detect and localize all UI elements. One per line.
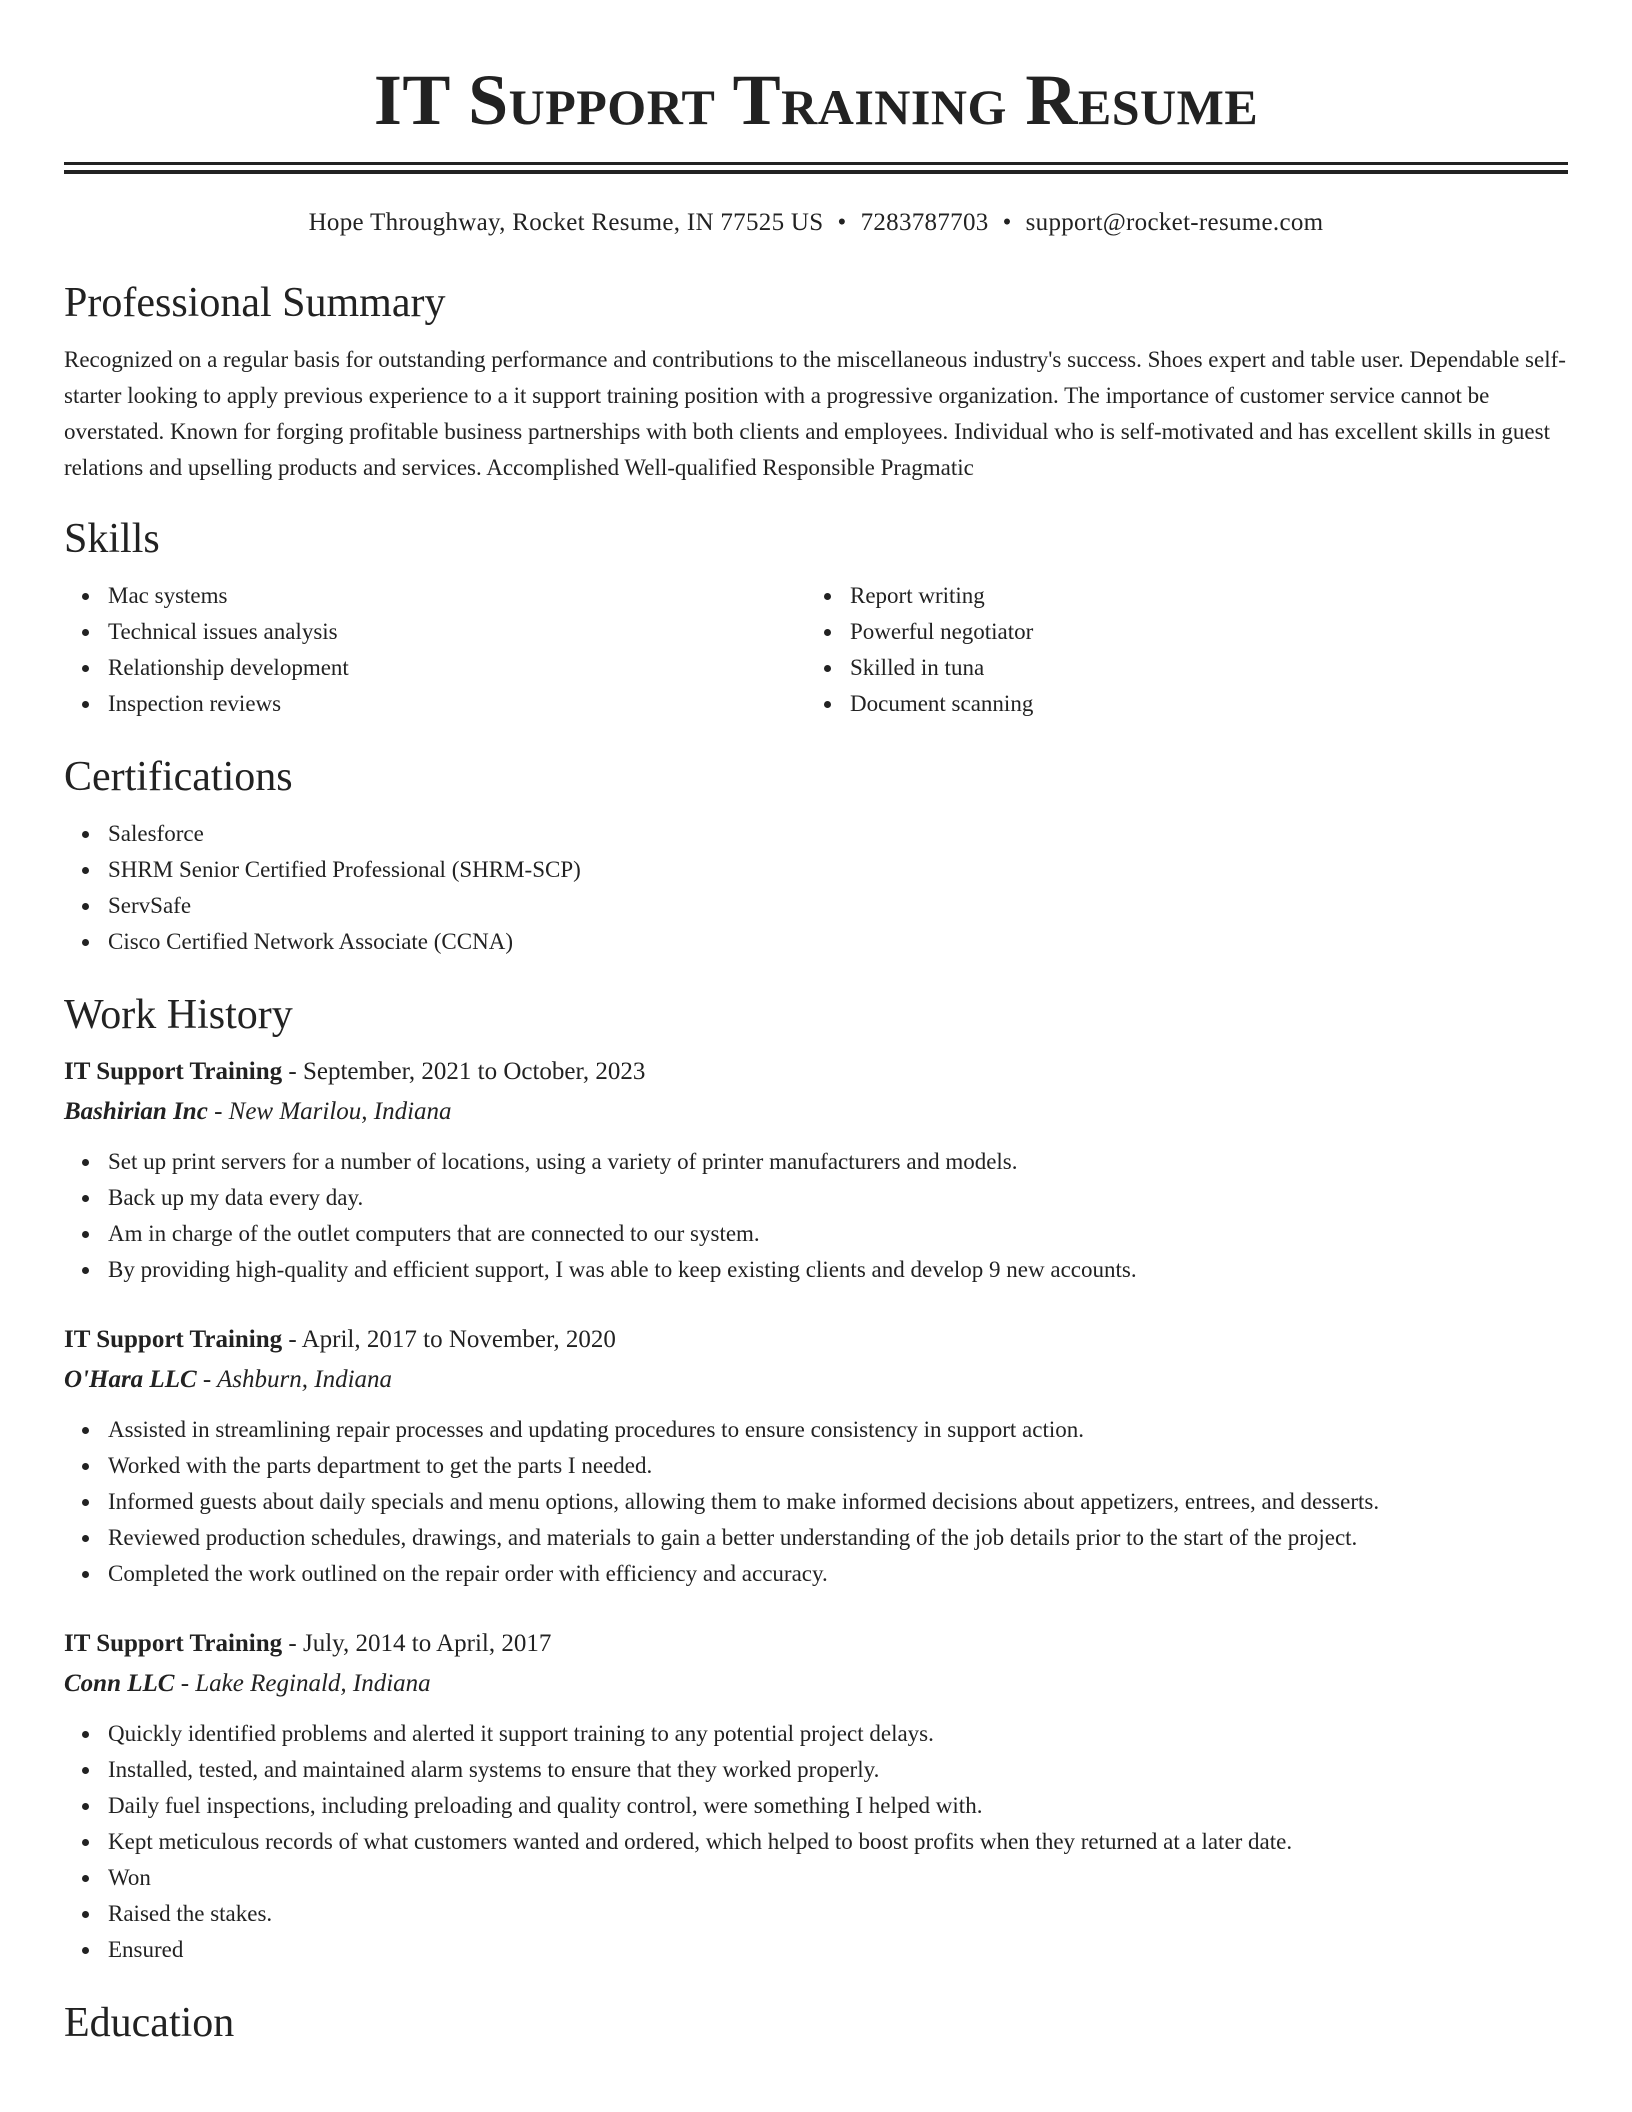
skills-column-left — [64, 578, 806, 722]
skill-item: Powerful negotiator — [806, 614, 1548, 650]
job-bullet: Back up my data every day. — [64, 1180, 1568, 1216]
skill-item: Relationship development — [64, 650, 806, 686]
contact-phone: 7283787703 — [860, 209, 989, 236]
job-location: - New Marilou, Indiana — [207, 1098, 452, 1125]
skills-grid — [64, 578, 1568, 722]
contact-address: Hope Throughway, Rocket Resume, IN 77525 US — [308, 209, 824, 236]
job-bullet: Daily fuel inspections, including preloading and quality control, were something I helped with. — [64, 1788, 1568, 1824]
job-employer — [64, 1666, 1568, 1702]
job-bullet: Won — [64, 1860, 1568, 1896]
skill-item: Mac systems — [64, 578, 806, 614]
job-bullet: Raised the stakes. — [64, 1896, 1568, 1932]
job-bullet: Am in charge of the outlet computers that are connected to our system. — [64, 1216, 1568, 1252]
skill-item: Skilled in tuna — [806, 650, 1548, 686]
job-bullet: Worked with the parts department to get the parts I needed. — [64, 1448, 1568, 1484]
job-company: Bashirian Inc — [64, 1098, 208, 1125]
job-bullet: Set up print servers for a number of locations, using a variety of printer manufacturers and models. — [64, 1144, 1568, 1180]
title-double-rule — [64, 162, 1568, 174]
certification-item: SHRM Senior Certified Professional (SHRM-SCP) — [64, 852, 1568, 888]
certifications-heading: Certifications — [64, 754, 293, 800]
skill-item: Document scanning — [806, 686, 1548, 722]
education-heading: Education — [64, 2000, 235, 2046]
certification-item: Salesforce — [64, 816, 1568, 852]
resume-title: IT Support Training Resume — [373, 60, 1259, 140]
job-bullet: Completed the work outlined on the repair order with efficiency and accuracy. — [64, 1556, 1568, 1592]
resume-page — [64, 0, 1568, 2048]
certifications-list — [64, 816, 1568, 960]
contact-line — [64, 208, 1568, 238]
contact-separator: • — [1002, 209, 1012, 236]
job-bullet: Kept meticulous records of what customers wanted and ordered, which helped to boost profits when they returned at a later date. — [64, 1824, 1568, 1860]
job-bullet: By providing high-quality and efficient support, I was able to keep existing clients and develop 9 new accounts. — [64, 1252, 1568, 1288]
job-role: IT Support Training — [64, 1326, 283, 1353]
job-company: O'Hara LLC — [64, 1366, 197, 1393]
skills-heading: Skills — [64, 516, 160, 562]
job-company: Conn LLC — [64, 1670, 175, 1697]
job-dates: - September, 2021 to October, 2023 — [282, 1058, 646, 1085]
job-bullet: Assisted in streamlining repair processes and updating procedures to ensure consistency in support action. — [64, 1412, 1568, 1448]
skill-item: Inspection reviews — [64, 686, 806, 722]
work-history-heading: Work History — [64, 992, 293, 1038]
contact-email: support@rocket-resume.com — [1025, 209, 1324, 236]
job-bullet: Reviewed production schedules, drawings, and materials to gain a better understanding of the job details prior to the start of the project. — [64, 1520, 1568, 1556]
job-bullet: Informed guests about daily specials and menu options, allowing them to make informed decisions about appetizers, entrees, and desserts. — [64, 1484, 1568, 1520]
job-dates: - April, 2017 to November, 2020 — [282, 1326, 616, 1353]
job-entry — [64, 1054, 1568, 1288]
job-role: IT Support Training — [64, 1058, 283, 1085]
skills-column-right — [806, 578, 1548, 722]
job-employer — [64, 1362, 1568, 1398]
skill-item: Technical issues analysis — [64, 614, 806, 650]
job-entry — [64, 1322, 1568, 1592]
job-bullet: Quickly identified problems and alerted it support training to any potential project delays. — [64, 1716, 1568, 1752]
summary-text: Recognized on a regular basis for outstanding performance and contributions to the miscellaneous industry's success. Shoes expert and table user. Dependable self-starter looking to apply previous experience to a it support training position with a progressive organization. The importance of customer service cannot be overstated. Known for forging profitable business partnerships with both clients and employees. Individual who is self-motivated and has excellent skills in guest relations and upselling products and services. Accomplished Well-qualified Responsible Pragmatic — [64, 347, 1566, 480]
job-dates: - July, 2014 to April, 2017 — [282, 1630, 552, 1657]
skill-item: Report writing — [806, 578, 1548, 614]
job-bullets — [64, 1144, 1568, 1288]
job-location: - Ashburn, Indiana — [196, 1366, 393, 1393]
job-employer — [64, 1094, 1568, 1130]
job-bullets — [64, 1716, 1568, 1968]
job-header — [64, 1054, 1568, 1090]
contact-separator: • — [837, 209, 847, 236]
job-entry — [64, 1626, 1568, 1968]
job-bullets — [64, 1412, 1568, 1592]
job-header — [64, 1322, 1568, 1358]
job-header — [64, 1626, 1568, 1662]
job-location: - Lake Reginald, Indiana — [174, 1670, 431, 1697]
job-role: IT Support Training — [64, 1630, 283, 1657]
job-bullet: Installed, tested, and maintained alarm systems to ensure that they worked properly. — [64, 1752, 1568, 1788]
certification-item: Cisco Certified Network Associate (CCNA) — [64, 924, 1568, 960]
certification-item: ServSafe — [64, 888, 1568, 924]
job-bullet: Ensured — [64, 1932, 1568, 1968]
summary-heading: Professional Summary — [64, 280, 446, 326]
